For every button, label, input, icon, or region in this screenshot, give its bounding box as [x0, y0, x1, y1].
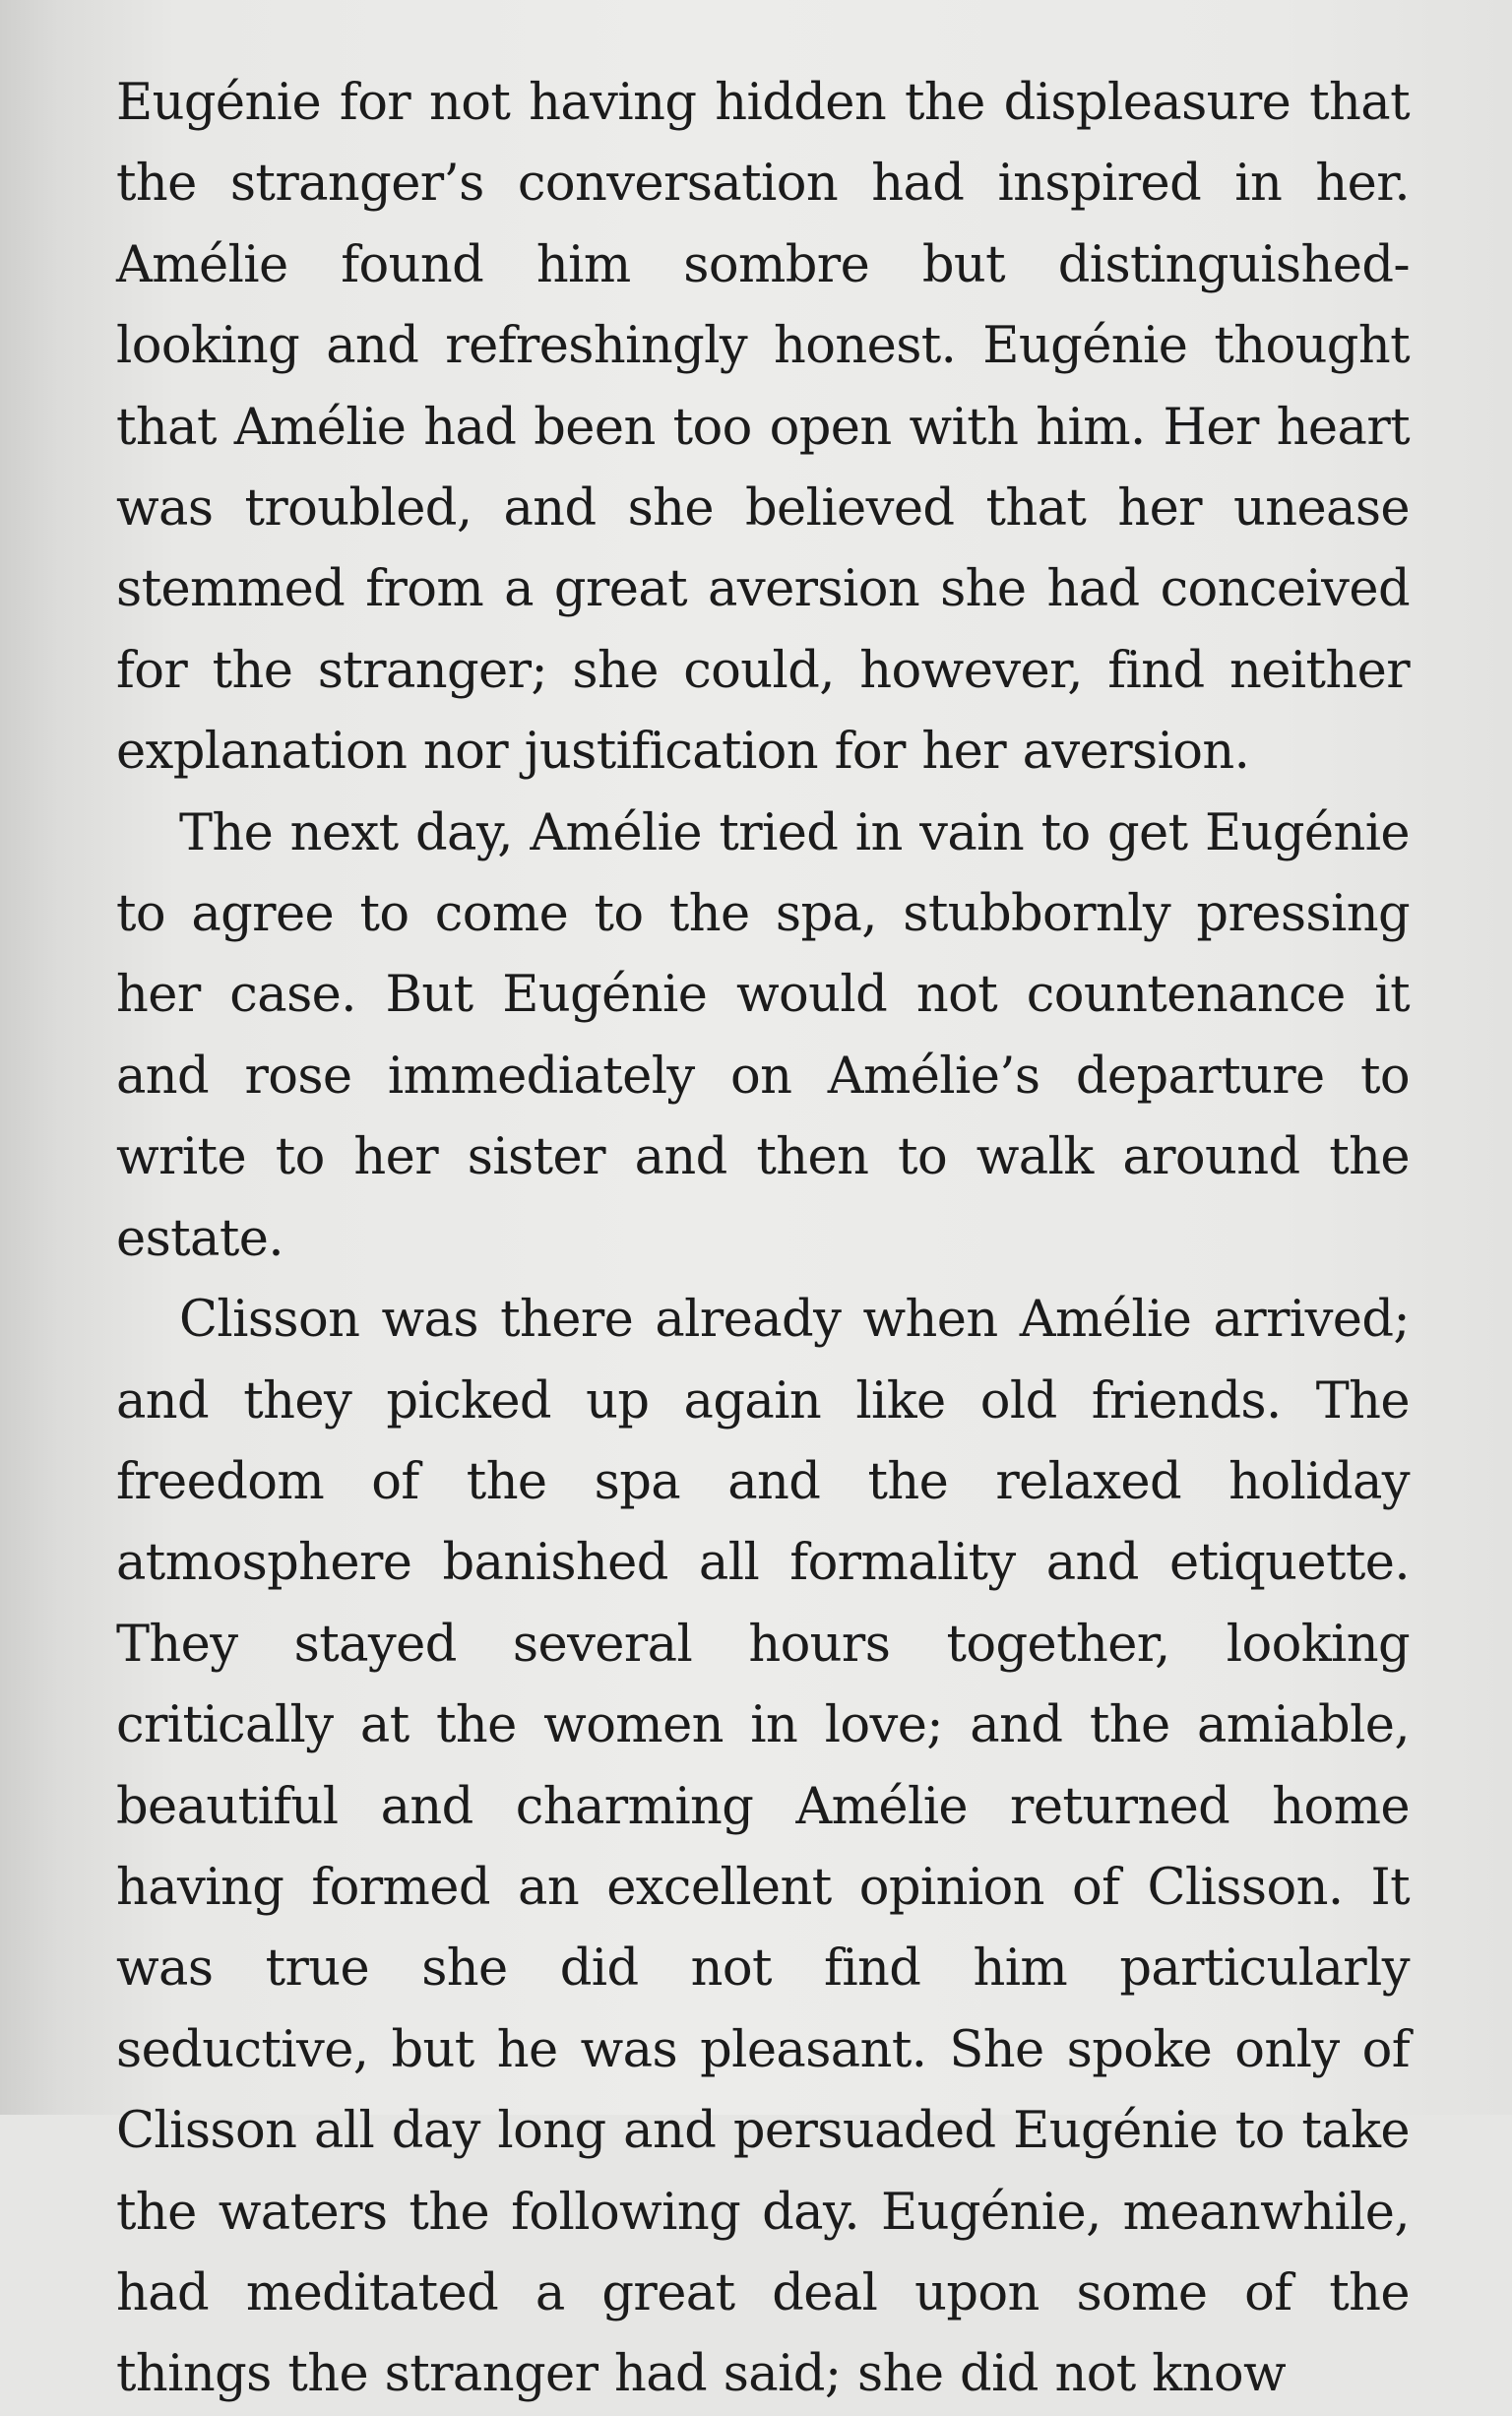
paragraph-3: Clisson was there already when Amélie arrived; and they picked up again like old friends. The freedom of the spa and the relaxed holiday atmosphere banished all formality and etiquette. They stayed several hours together, looking critically at the women in love; and the amiable, beautiful and charming Amélie returned home having formed an excellent opinion of Clisson. It was true she did not find him particularly seductive, but he was pleasant. She spoke only of Clisson all day long and persuaded Eugénie to take the waters the following day. Eugénie, meanwhile, had meditated a great deal upon some of the things the stranger had said; she did not know: [116, 1291, 1410, 2404]
page-text: [116, 63, 1410, 2416]
paragraph-1: Eugénie for not having hidden the displeasure that the stranger’s conversation had inspired in her. Amélie found him sombre but distinguished-looking and refreshingly honest. Eugénie thought that Amélie had been too open with him. Her heart was troubled, and she believed that her unease stemmed from a great aversion she had conceived for the stranger; she could, however, find neither explanation nor justification for her aversion.: [116, 74, 1410, 782]
paragraph-2: The next day, Amélie tried in vain to get Eugénie to agree to come to the spa, stubbornly pressing her case. But Eugénie would not countenance it and rose immediately on Amélie’s departure to write to her sister and then to walk around the estate.: [116, 803, 1410, 1268]
